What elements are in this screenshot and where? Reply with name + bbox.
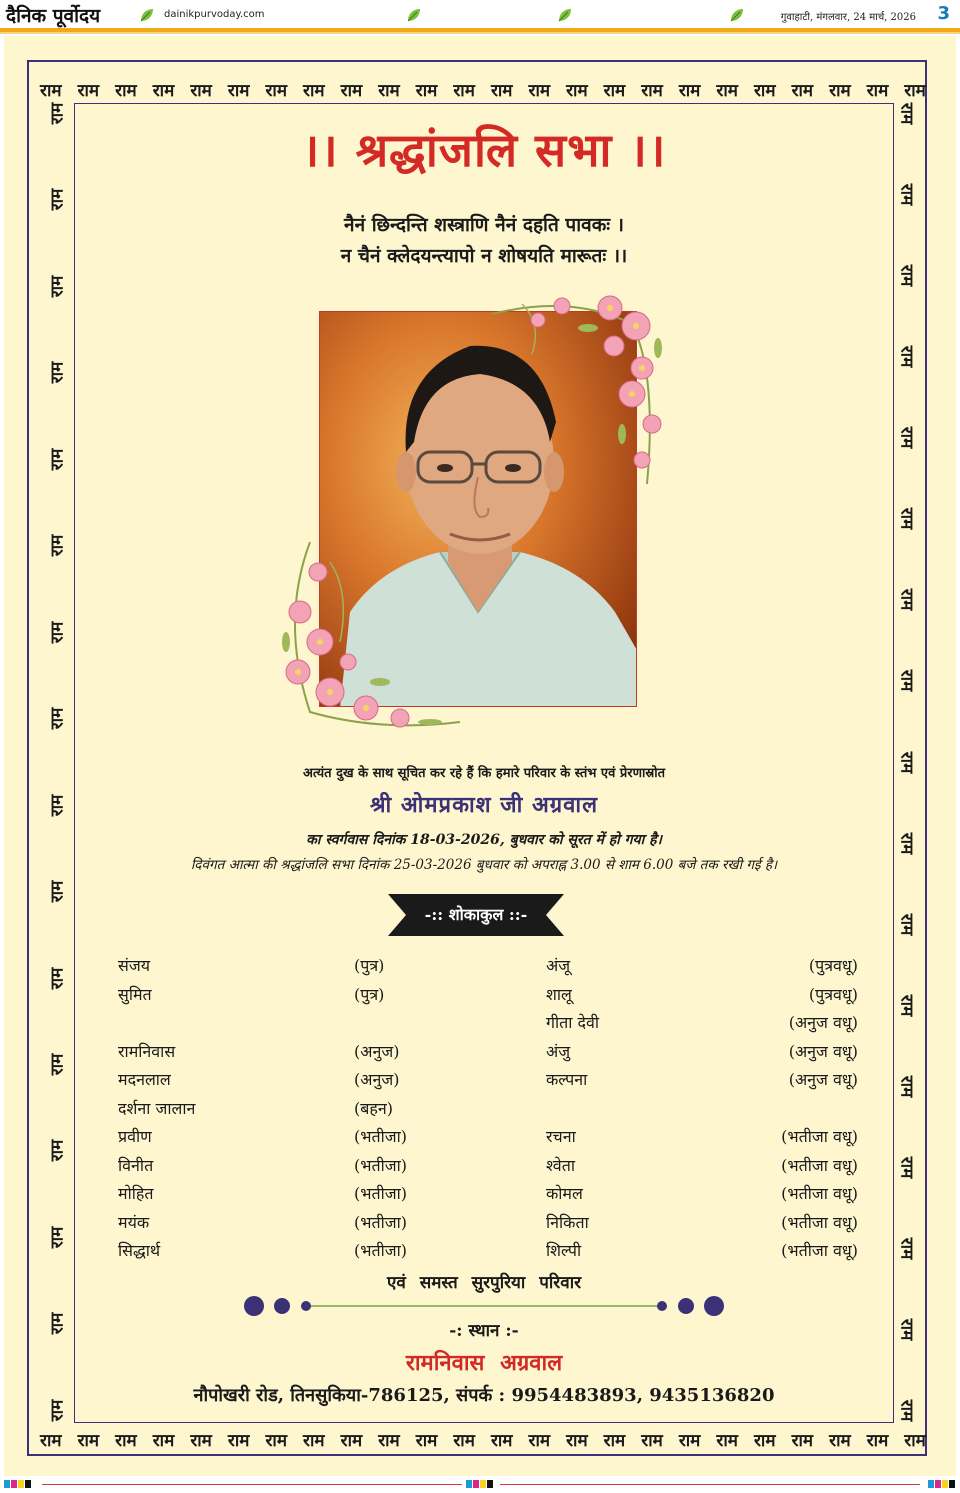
ram-word: राम bbox=[47, 794, 68, 816]
leaf-ornament-icon bbox=[728, 6, 746, 24]
mourner-name: निकिता bbox=[546, 1212, 589, 1232]
mourner-name: गीता देवी bbox=[546, 1013, 600, 1032]
ram-word: राम bbox=[566, 1431, 588, 1451]
ram-word: राम bbox=[115, 81, 137, 101]
mourner-name: मदनलाल bbox=[118, 1070, 171, 1089]
color-swatch bbox=[480, 1480, 486, 1488]
ram-word: राम bbox=[678, 1431, 701, 1451]
flower-garland-top-icon bbox=[482, 284, 672, 494]
mourner-name: शिल्पी bbox=[546, 1241, 582, 1260]
ram-word: राम bbox=[340, 81, 363, 101]
ram-word: राम bbox=[896, 1399, 917, 1422]
mourners-list bbox=[118, 954, 858, 1268]
ram-word: राम bbox=[896, 102, 917, 125]
color-swatch bbox=[473, 1480, 479, 1488]
mourner-relation: (अनुज वधू) bbox=[788, 1013, 858, 1032]
ram-word: राम bbox=[378, 81, 400, 101]
tribute-title: ।। श्रद्धांजलि सभा ।। bbox=[301, 123, 667, 177]
page-footer bbox=[0, 1476, 960, 1493]
ram-word: राम bbox=[47, 1053, 68, 1076]
mourner-row bbox=[118, 1125, 858, 1154]
mourner-name: विनीत bbox=[118, 1155, 154, 1175]
mourner-name: श्वेता bbox=[546, 1155, 575, 1175]
shloka-line-1: नैनं छिन्दन्ति शस्त्राणि नैनं दहति पावकः । bbox=[344, 214, 624, 236]
venue-address: नौपोखरी रोड, तिनसुकिया-786125, संपर्क : 9954483893, 9435136820 bbox=[193, 1385, 775, 1406]
mourner-relation: (पुत्र) bbox=[354, 956, 385, 975]
ram-word: राम bbox=[227, 1431, 250, 1451]
ram-word: राम bbox=[566, 81, 588, 101]
footer-rule-left bbox=[42, 1484, 462, 1485]
contact-name: रामनिवास अग्रवाल bbox=[405, 1350, 563, 1376]
ram-word: राम bbox=[303, 1431, 325, 1451]
ram-word: राम bbox=[896, 1318, 917, 1341]
mourner-relation: (भतीजा) bbox=[354, 1241, 408, 1260]
ram-word: राम bbox=[896, 508, 917, 530]
ram-word: राम bbox=[896, 1156, 917, 1179]
ram-word: राम bbox=[896, 1237, 917, 1260]
mourner-name: रामनिवास bbox=[118, 1041, 176, 1061]
ram-word: राम bbox=[716, 81, 738, 101]
ram-word: राम bbox=[528, 81, 551, 101]
ram-word: राम bbox=[896, 345, 917, 368]
ram-word: राम bbox=[47, 448, 68, 471]
deceased-name: श्री ओमप्रकाश जी अग्रवाल bbox=[369, 792, 599, 818]
ram-border-top bbox=[40, 78, 926, 101]
ram-word: राम bbox=[896, 751, 917, 773]
ram-word: राम bbox=[603, 1431, 626, 1451]
ram-word: राम bbox=[378, 1431, 400, 1451]
ram-word: राम bbox=[753, 1431, 776, 1451]
mourner-relation: (बहन) bbox=[354, 1098, 393, 1118]
color-swatch bbox=[25, 1480, 31, 1488]
ram-word: राम bbox=[47, 535, 68, 557]
mourner-relation: (भतीजा) bbox=[354, 1184, 408, 1203]
color-swatch bbox=[487, 1480, 493, 1488]
ram-word: राम bbox=[415, 81, 438, 101]
color-swatch bbox=[928, 1480, 934, 1488]
ram-word: राम bbox=[829, 1431, 851, 1451]
ram-word: राम bbox=[190, 1431, 212, 1451]
ram-word: राम bbox=[896, 264, 917, 287]
ram-word: राम bbox=[40, 81, 62, 101]
mourner-name: रचना bbox=[546, 1127, 576, 1146]
mourner-row bbox=[118, 954, 858, 983]
mourner-name: सुमित bbox=[118, 984, 152, 1004]
newspaper-masthead bbox=[0, 0, 960, 32]
announcement-intro: अत्यंत दुख के साथ सूचित कर रहे हैं कि हमारे परिवार के स्तंभ एवं प्रेरणास्रोत bbox=[302, 766, 666, 781]
ram-word: राम bbox=[47, 102, 68, 125]
mourner-relation: (भतीजा) bbox=[354, 1212, 408, 1232]
color-swatch bbox=[942, 1480, 948, 1488]
ram-word: राम bbox=[47, 189, 68, 211]
ram-word: राम bbox=[490, 1431, 513, 1451]
ram-word: राम bbox=[753, 81, 776, 101]
mourner-row bbox=[118, 1239, 858, 1268]
ram-word: राम bbox=[415, 1431, 438, 1451]
mourner-name: मयंक bbox=[118, 1212, 150, 1232]
ram-word: राम bbox=[47, 967, 68, 989]
ram-word: राम bbox=[896, 913, 917, 935]
ram-word: राम bbox=[47, 1140, 68, 1162]
color-swatch bbox=[949, 1480, 955, 1488]
ram-word: राम bbox=[490, 81, 513, 101]
ram-word: राम bbox=[896, 426, 917, 449]
mourner-name: सिद्धार्थ bbox=[118, 1241, 161, 1260]
ram-word: राम bbox=[678, 81, 701, 101]
mourner-row bbox=[118, 1211, 858, 1240]
demise-notice: का स्वर्गवास दिनांक 18-03-2026, बुधवार को सूरत में हो गया है। bbox=[306, 832, 662, 848]
color-swatch bbox=[11, 1480, 17, 1488]
leaf-ornament-icon bbox=[138, 6, 156, 24]
ram-word: राम bbox=[47, 1313, 68, 1335]
mourner-name: प्रवीण bbox=[118, 1127, 152, 1146]
mourner-relation: (पुत्रवधू) bbox=[808, 984, 858, 1004]
color-swatch bbox=[466, 1480, 472, 1488]
mourner-relation: (भतीजा वधू) bbox=[781, 1212, 858, 1232]
ram-border-bottom bbox=[40, 1428, 926, 1451]
ram-word: राम bbox=[303, 81, 325, 101]
ram-word: राम bbox=[896, 589, 917, 611]
mourner-relation: (अनुज वधू) bbox=[788, 1041, 858, 1061]
mourner-name: मोहित bbox=[118, 1184, 154, 1203]
footer-rule-right bbox=[500, 1484, 920, 1485]
newspaper-brand: दैनिक पूर्वोदय bbox=[6, 5, 101, 27]
mourner-name: अंजू bbox=[546, 956, 571, 975]
ram-word: राम bbox=[791, 1431, 814, 1451]
mourners-heading: -:: शोकाकुल ::- bbox=[424, 905, 528, 924]
mourner-name: अंजु bbox=[546, 1041, 571, 1061]
ram-word: राम bbox=[265, 1431, 287, 1451]
ram-word: राम bbox=[40, 1431, 62, 1451]
ram-word: राम bbox=[896, 183, 917, 206]
ram-word: राम bbox=[77, 1431, 100, 1451]
ram-word: राम bbox=[904, 1431, 926, 1451]
ram-word: राम bbox=[227, 81, 250, 101]
ram-word: राम bbox=[603, 81, 626, 101]
mourner-name: शालू bbox=[546, 984, 572, 1004]
mourner-relation: (भतीजा वधू) bbox=[781, 1241, 858, 1260]
ram-word: राम bbox=[829, 81, 851, 101]
mourner-relation: (भतीजा) bbox=[354, 1127, 408, 1146]
leaf-ornament-icon bbox=[556, 6, 574, 24]
mourner-name: कल्पना bbox=[546, 1070, 588, 1089]
ram-word: राम bbox=[896, 994, 917, 1016]
mourner-name: दर्शना जालान bbox=[118, 1098, 196, 1118]
leaf-ornament-icon bbox=[405, 6, 423, 24]
ram-word: राम bbox=[904, 81, 926, 101]
mourner-relation: (अनुज) bbox=[354, 1041, 400, 1061]
color-swatch bbox=[935, 1480, 941, 1488]
ram-word: राम bbox=[716, 1431, 738, 1451]
flower-garland-bottom-icon bbox=[270, 532, 470, 742]
shloka-line-2: न चैनं क्लेदयन्त्यापो न शोषयति मारूतः ।। bbox=[340, 245, 628, 267]
mourner-row bbox=[118, 1040, 858, 1069]
mourner-relation: (पुत्रवधू) bbox=[808, 956, 858, 975]
ram-word: राम bbox=[866, 1431, 889, 1451]
ram-word: राम bbox=[115, 1431, 137, 1451]
dateline: गुवाहाटी, मंगलवार, 24 मार्च, 2026 bbox=[780, 12, 916, 23]
sabha-details: दिवंगत आत्मा की श्रद्धांजलि सभा दिनांक 25-03-2026 बुधवार को अपराह्न 3.00 से शाम 6.00 बजे तक रखी गई है। bbox=[190, 857, 778, 873]
mourner-row bbox=[118, 1182, 858, 1211]
ram-word: राम bbox=[190, 81, 212, 101]
masthead-rule-light bbox=[0, 32, 960, 34]
color-swatch bbox=[4, 1480, 10, 1488]
dot-divider bbox=[240, 1293, 728, 1319]
ram-word: राम bbox=[152, 1431, 175, 1451]
ram-word: राम bbox=[866, 81, 889, 101]
page-number: 3 bbox=[937, 3, 950, 24]
ram-word: राम bbox=[47, 275, 68, 298]
ram-border-left bbox=[41, 102, 71, 1422]
ram-word: राम bbox=[453, 1431, 475, 1451]
ram-word: राम bbox=[453, 81, 475, 101]
venue-label: -: स्थान :- bbox=[449, 1321, 519, 1341]
ram-word: राम bbox=[47, 1226, 68, 1249]
ram-word: राम bbox=[47, 1399, 68, 1422]
family-line: एवं समस्त सुरपुरिया परिवार bbox=[386, 1273, 582, 1293]
mourner-name: कोमल bbox=[546, 1184, 583, 1203]
ram-word: राम bbox=[896, 1075, 917, 1098]
ram-word: राम bbox=[47, 362, 68, 384]
mourner-row bbox=[118, 1011, 858, 1040]
mourner-relation: (भतीजा) bbox=[354, 1155, 408, 1175]
ram-word: राम bbox=[77, 81, 100, 101]
ram-word: राम bbox=[340, 1431, 363, 1451]
mourner-relation: (भतीजा वधू) bbox=[781, 1127, 858, 1146]
mourner-relation: (भतीजा वधू) bbox=[781, 1184, 858, 1203]
color-swatch bbox=[18, 1480, 24, 1488]
ram-word: राम bbox=[641, 1431, 663, 1451]
ram-word: राम bbox=[896, 832, 917, 854]
mourner-relation: (अनुज) bbox=[354, 1070, 400, 1089]
ram-word: राम bbox=[152, 81, 175, 101]
mourner-relation: (अनुज वधू) bbox=[788, 1070, 858, 1089]
mourner-relation: (भतीजा वधू) bbox=[781, 1155, 858, 1175]
mourner-row bbox=[118, 1097, 858, 1126]
ram-word: राम bbox=[641, 81, 663, 101]
ram-word: राम bbox=[47, 880, 68, 903]
ram-word: राम bbox=[896, 670, 917, 692]
mourner-name: संजय bbox=[118, 956, 150, 975]
mourner-row bbox=[118, 1068, 858, 1097]
ram-word: राम bbox=[265, 81, 287, 101]
mourner-row bbox=[118, 1154, 858, 1183]
ram-word: राम bbox=[47, 707, 68, 730]
ram-word: राम bbox=[47, 621, 68, 643]
ram-word: राम bbox=[791, 81, 814, 101]
ram-word: राम bbox=[528, 1431, 551, 1451]
ram-border-right bbox=[893, 102, 923, 1422]
mourner-row bbox=[118, 983, 858, 1012]
mourner-relation: (पुत्र) bbox=[354, 984, 385, 1004]
website-url: dainikpurvoday.com bbox=[164, 9, 265, 20]
